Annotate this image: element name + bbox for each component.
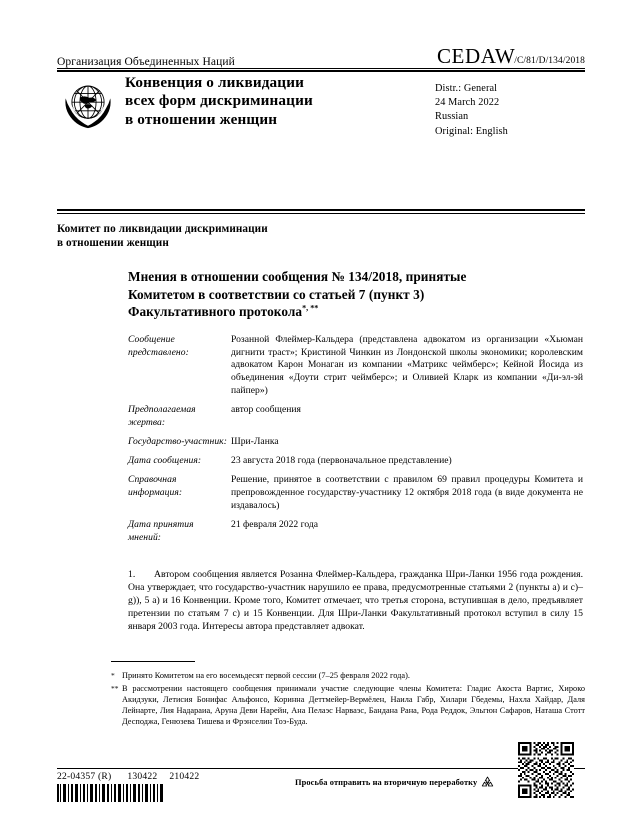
page-title-line-3 xyxy=(128,303,568,321)
convention-title-line-2: всех форм дискриминации xyxy=(125,92,313,110)
metadata-label: Государство-участник: xyxy=(128,435,227,447)
job-number xyxy=(57,771,199,782)
metadata-row xyxy=(128,455,583,468)
metadata-label: Дата принятия мнений: xyxy=(128,518,194,543)
job-number-language: (R) xyxy=(97,771,112,782)
footnote-item xyxy=(111,670,585,681)
page-title-line-3-text: Факультативного протокола xyxy=(128,304,303,320)
metadata-row xyxy=(128,474,583,512)
convention-title-line-3: в отношении женщин xyxy=(125,110,278,128)
recycle-icon xyxy=(480,775,495,790)
masthead-rule xyxy=(57,70,585,72)
metadata-value: Решение, принятое в соответствии с правилом 69 правил процедуры Комитета и препровожденное государству-участнику 12 октября 2018 года (в виде документа не издавалось) xyxy=(231,474,583,511)
page-title-line-2: Комитетом в соответствии со статьей 7 (пункт 3) xyxy=(128,286,425,302)
metadata-value: Розанной Флеймер-Кальдера (представлена адвокатом из организации «Хьюман дигнити траст»; Кристиной Чинкин из Лондонской школы экономики; королевским адвокатом Карон Монаган из компании «Матрикс чеймберс»; Кейной Йосида из объединения «Доути стрит чеймберс»; и Оливией Кларк из компании «Ди-эл-эй пайпер») xyxy=(231,334,583,396)
distribution-type: Distr.: General xyxy=(435,83,498,94)
barcode xyxy=(57,784,167,802)
recycle-text: Просьба отправить на вторичную переработку xyxy=(295,778,478,787)
footnote-marker: ** xyxy=(111,684,119,693)
masthead-top-row xyxy=(57,44,585,71)
metadata-row xyxy=(128,436,583,449)
convention-title-line-1: Конвенция о ликвидации xyxy=(125,74,305,91)
metadata-value: Шри-Ланка xyxy=(231,435,279,447)
masthead-hairline xyxy=(57,68,585,69)
document-symbol xyxy=(437,44,585,69)
distribution-language: Russian xyxy=(435,111,469,123)
metadata-value: 21 февраля 2022 года xyxy=(231,518,319,530)
metadata-row xyxy=(128,404,583,429)
metadata-row xyxy=(128,519,583,544)
job-date-2: 210422 xyxy=(169,771,200,782)
metadata-value: автор сообщения xyxy=(231,404,301,416)
distribution-original: Original: English xyxy=(435,125,508,137)
qr-code xyxy=(518,742,574,798)
distribution-block xyxy=(435,74,585,139)
footnote-separator xyxy=(111,661,195,662)
body-paragraph-1 xyxy=(128,568,583,633)
committee-hairline xyxy=(57,213,585,214)
paragraph-text: Автором сообщения является Розанна Флеймер-Кальдера, гражданка Шри-Ланки 1956 года рождения. Она утверждает, что государство-участник нарушило ее права, предусмотренные статьями 2 (пункты a) и c)–g)), 5 a) и 16 Конвенции. Кроме того, Комитет отмечает, что третья сторона, вступившая в дело, предъявляет претензии по статьям 7 c) и 15 Конвенции. Для Шри-Ланки Факультативный протокол вступил в силу 15 января 2003 года. Интересы автора представляет адвокат. xyxy=(128,569,583,633)
page-title-line-1: Мнения в отношении сообщения № 134/2018, принятые xyxy=(128,269,467,284)
masthead xyxy=(57,44,585,137)
title-footnote-marks: *, ** xyxy=(302,303,319,313)
recycle-notice xyxy=(295,775,495,790)
footnotes xyxy=(111,670,585,729)
metadata-label: Справочная информация: xyxy=(128,474,183,499)
footer-rule xyxy=(57,768,585,769)
metadata-value: 23 августа 2018 года (первоначальное представление) xyxy=(231,455,452,467)
paragraph-number: 1. xyxy=(128,569,136,580)
job-number-value: 22-04357 xyxy=(57,771,96,782)
metadata-label: Предполагаемая жертва: xyxy=(128,404,196,428)
committee-name-line-1: Комитет по ликвидации дискриминации xyxy=(57,223,268,235)
footnote-marker: * xyxy=(111,671,115,680)
footnote-item xyxy=(111,683,585,727)
job-date-1: 130422 xyxy=(127,771,158,782)
document-symbol-suffix: /C/81/D/134/2018 xyxy=(514,56,585,66)
communication-metadata xyxy=(128,334,583,551)
committee-name-line-2: в отношении женщин xyxy=(57,237,169,250)
committee-name xyxy=(57,222,437,251)
committee-rule xyxy=(57,209,585,211)
metadata-label: Дата сообщения: xyxy=(128,455,202,467)
distribution-date: 24 March 2022 xyxy=(435,97,500,109)
metadata-row xyxy=(128,334,583,398)
masthead-body xyxy=(57,74,585,139)
organization-name: Организация Объединенных Наций xyxy=(57,56,235,68)
footnote-text: Принято Комитетом на его восемьдесят первой сессии (7–25 февраля 2022 года). xyxy=(122,671,411,680)
metadata-label: Сообщение представлено: xyxy=(128,334,189,358)
un-emblem-icon xyxy=(57,76,119,132)
footnote-text: В рассмотрении настоящего сообщения принимали участие следующие члены Комитета: Гладис Акоста Вартис, Хироко Акидзуки, Летисия Бонифас Альфонсо, Коринна Деттмейер-Вермёлен, Наила Габр, Хилари Гбедемы, Нахла Хайдар, Даля Лейнарте, Лия Надараиа, Аруна Деви Нарейн, Ана Пелаэс Нарваэс, Бандана Рана, Рода Реддок, Эльгюн Сафаров, Наташа Стотт Десподжа, Генюзева Тишева и Фрэнселин Тоэ-Буда. xyxy=(122,684,585,726)
document-symbol-main: CEDAW xyxy=(436,44,516,68)
page-title xyxy=(128,268,568,321)
convention-title xyxy=(125,74,429,129)
